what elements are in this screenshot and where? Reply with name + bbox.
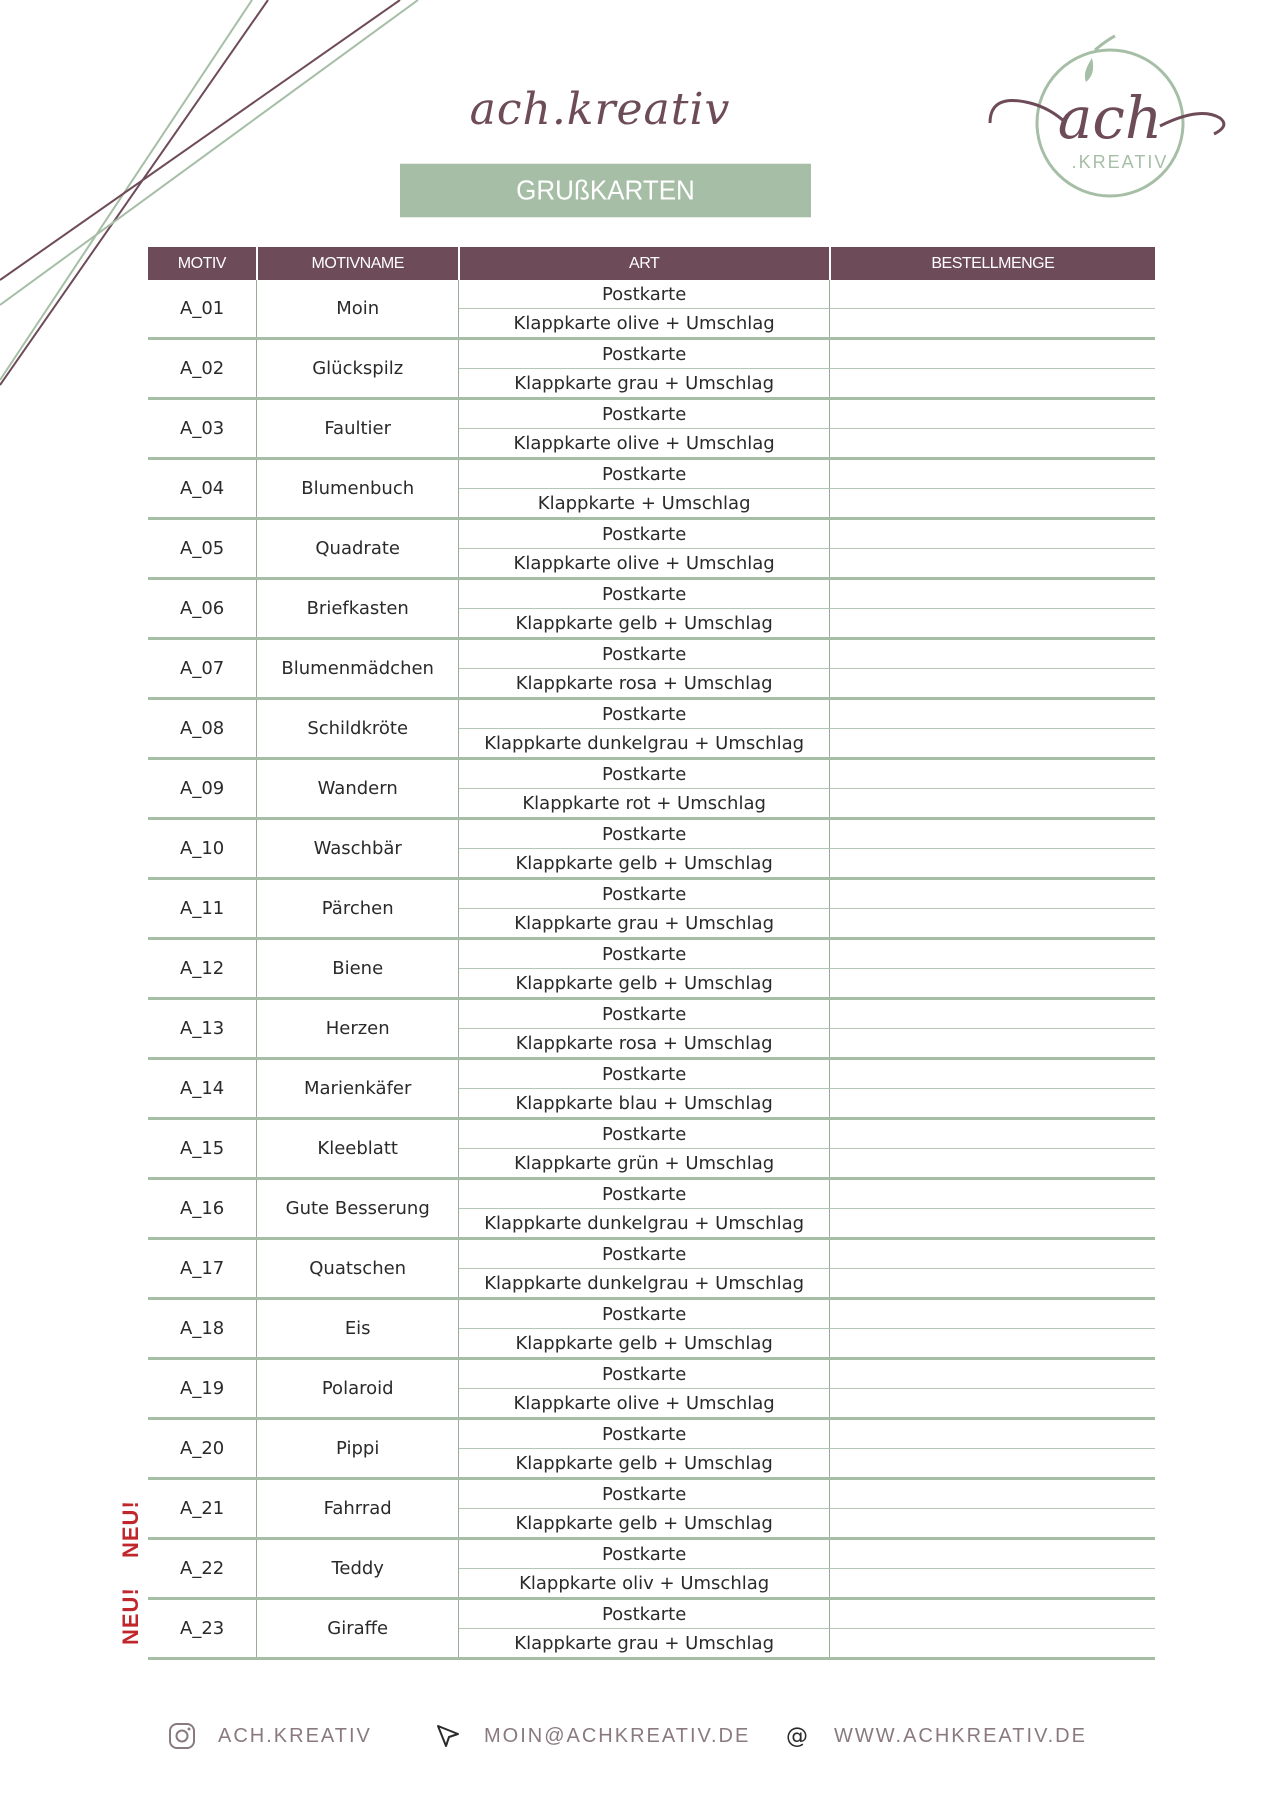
quantity-cell[interactable] [830,1239,1155,1269]
email-address: MOIN@ACHKREATIV.DE [484,1724,751,1747]
quantity-cell[interactable] [830,1089,1155,1119]
quantity-cell[interactable] [830,1059,1155,1089]
art-postkarte: Postkarte [459,1479,830,1509]
quantity-cell[interactable] [830,699,1155,729]
quantity-cell[interactable] [830,1269,1155,1299]
quantity-cell[interactable] [830,549,1155,579]
quantity-cell[interactable] [830,369,1155,399]
table-row [148,579,1155,609]
table-row [148,519,1155,549]
footer-instagram[interactable] [168,1722,372,1750]
art-klappkarte: Klappkarte + Umschlag [459,489,830,519]
table-row [148,339,1155,369]
art-klappkarte: Klappkarte gelb + Umschlag [459,609,830,639]
quantity-cell[interactable] [830,1119,1155,1149]
table-row [148,399,1155,429]
motiv-name: Biene [257,939,459,999]
art-klappkarte: Klappkarte olive + Umschlag [459,1389,830,1419]
quantity-cell[interactable] [830,339,1155,369]
footer-email[interactable] [434,1722,750,1750]
art-postkarte: Postkarte [459,1419,830,1449]
website-url: WWW.ACHKREATIV.DE [834,1724,1087,1747]
quantity-cell[interactable] [830,280,1155,309]
art-postkarte: Postkarte [459,639,830,669]
logo [980,28,1250,208]
art-klappkarte: Klappkarte blau + Umschlag [459,1089,830,1119]
art-postkarte: Postkarte [459,819,830,849]
art-postkarte: Postkarte [459,1179,830,1209]
motiv-name: Briefkasten [257,579,459,639]
table-row [148,1479,1155,1509]
art-klappkarte: Klappkarte dunkelgrau + Umschlag [459,1209,830,1239]
footer-website[interactable] [784,1722,1087,1750]
table-row [148,1179,1155,1209]
quantity-cell[interactable] [830,1359,1155,1389]
table-row [148,639,1155,669]
brand-wordmark: ach.kreativ [469,84,731,135]
motiv-name: Marienkäfer [257,1059,459,1119]
table-row [148,1419,1155,1449]
motiv-code: A_08 [148,699,257,759]
motiv-name: Blumenbuch [257,459,459,519]
motiv-code: A_12 [148,939,257,999]
art-postkarte: Postkarte [459,939,830,969]
art-postkarte: Postkarte [459,1359,830,1389]
section-banner: GRUßKARTEN [400,164,811,218]
motiv-name: Giraffe [257,1599,459,1659]
motiv-code: A_03 [148,399,257,459]
art-postkarte: Postkarte [459,879,830,909]
motiv-code: A_09 [148,759,257,819]
motiv-name: Pärchen [257,879,459,939]
quantity-cell[interactable] [830,429,1155,459]
art-postkarte: Postkarte [459,399,830,429]
motiv-code: A_02 [148,339,257,399]
quantity-cell[interactable] [830,639,1155,669]
quantity-cell[interactable] [830,579,1155,609]
motiv-code: A_16 [148,1179,257,1239]
table-row [148,1059,1155,1089]
footer [0,1720,1280,1770]
motiv-name: Blumenmädchen [257,639,459,699]
quantity-cell[interactable] [830,789,1155,819]
motiv-code: A_13 [148,999,257,1059]
order-table [148,247,1155,1660]
quantity-cell[interactable] [830,669,1155,699]
quantity-cell[interactable] [830,1569,1155,1599]
motiv-code: A_21 [148,1479,257,1539]
art-klappkarte: Klappkarte gelb + Umschlag [459,1509,830,1539]
header-motivname: MOTIVNAME [257,247,459,280]
quantity-cell[interactable] [830,909,1155,939]
header-motiv: MOTIV [148,247,257,280]
motiv-code: A_14 [148,1059,257,1119]
art-postkarte: Postkarte [459,339,830,369]
art-klappkarte: Klappkarte olive + Umschlag [459,429,830,459]
art-postkarte: Postkarte [459,759,830,789]
quantity-cell[interactable] [830,1329,1155,1359]
art-klappkarte: Klappkarte gelb + Umschlag [459,1449,830,1479]
motiv-code: A_05 [148,519,257,579]
motiv-code: A_01 [148,280,257,339]
motiv-code: A_10 [148,819,257,879]
motiv-name: Glückspilz [257,339,459,399]
quantity-cell[interactable] [830,489,1155,519]
table-row [148,699,1155,729]
quantity-cell[interactable] [830,849,1155,879]
motiv-code: A_06 [148,579,257,639]
at-icon [784,1722,812,1750]
art-klappkarte: Klappkarte rot + Umschlag [459,789,830,819]
quantity-cell[interactable] [830,609,1155,639]
art-postkarte: Postkarte [459,1239,830,1269]
art-klappkarte: Klappkarte oliv + Umschlag [459,1569,830,1599]
motiv-name: Moin [257,280,459,339]
art-postkarte: Postkarte [459,999,830,1029]
motiv-name: Fahrrad [257,1479,459,1539]
art-klappkarte: Klappkarte rosa + Umschlag [459,1029,830,1059]
quantity-cell[interactable] [830,519,1155,549]
quantity-cell[interactable] [830,309,1155,339]
art-postkarte: Postkarte [459,1539,830,1569]
table-body [148,280,1155,1659]
instagram-icon [168,1722,196,1750]
quantity-cell[interactable] [830,999,1155,1029]
art-postkarte: Postkarte [459,1299,830,1329]
quantity-cell[interactable] [830,729,1155,759]
cursor-icon [434,1722,462,1750]
quantity-cell[interactable] [830,1539,1155,1569]
art-klappkarte: Klappkarte gelb + Umschlag [459,849,830,879]
quantity-cell[interactable] [830,1209,1155,1239]
quantity-cell[interactable] [830,1449,1155,1479]
art-klappkarte: Klappkarte dunkelgrau + Umschlag [459,729,830,759]
quantity-cell[interactable] [830,1629,1155,1659]
motiv-code: A_20 [148,1419,257,1479]
logo-sub-text: .KREATIV [1071,152,1169,172]
motiv-name: Waschbär [257,819,459,879]
art-klappkarte: Klappkarte gelb + Umschlag [459,969,830,999]
art-postkarte: Postkarte [459,519,830,549]
new-label: NEU! [118,1587,143,1645]
quantity-cell[interactable] [830,399,1155,429]
motiv-name: Schildkröte [257,699,459,759]
motiv-code: A_18 [148,1299,257,1359]
table-row [148,819,1155,849]
quantity-cell[interactable] [830,1479,1155,1509]
quantity-cell[interactable] [830,879,1155,909]
art-postkarte: Postkarte [459,1119,830,1149]
quantity-cell[interactable] [830,759,1155,789]
art-klappkarte: Klappkarte olive + Umschlag [459,549,830,579]
table-row [148,1539,1155,1569]
svg-text:@: @ [786,1724,810,1749]
motiv-code: A_11 [148,879,257,939]
table-row [148,1599,1155,1629]
motiv-name: Faultier [257,399,459,459]
art-postkarte: Postkarte [459,1059,830,1089]
art-postkarte: Postkarte [459,459,830,489]
quantity-cell[interactable] [830,1179,1155,1209]
table-header-row [148,247,1155,280]
art-postkarte: Postkarte [459,699,830,729]
quantity-cell[interactable] [830,939,1155,969]
quantity-cell[interactable] [830,819,1155,849]
motiv-name: Quatschen [257,1239,459,1299]
quantity-cell[interactable] [830,1029,1155,1059]
art-postkarte: Postkarte [459,579,830,609]
table-row [148,999,1155,1029]
motiv-code: A_04 [148,459,257,519]
art-klappkarte: Klappkarte olive + Umschlag [459,309,830,339]
quantity-cell[interactable] [830,1389,1155,1419]
quantity-cell[interactable] [830,1419,1155,1449]
art-klappkarte: Klappkarte grün + Umschlag [459,1149,830,1179]
motiv-code: A_17 [148,1239,257,1299]
art-klappkarte: Klappkarte grau + Umschlag [459,1629,830,1659]
table-row [148,939,1155,969]
table-row [148,879,1155,909]
quantity-cell[interactable] [830,1149,1155,1179]
motiv-code: A_19 [148,1359,257,1419]
motiv-code: A_22 [148,1539,257,1599]
art-klappkarte: Klappkarte grau + Umschlag [459,909,830,939]
instagram-handle: ACH.KREATIV [218,1724,372,1747]
header-bestellmenge: BESTELLMENGE [830,247,1155,280]
quantity-cell[interactable] [830,969,1155,999]
quantity-cell[interactable] [830,1299,1155,1329]
motiv-code: A_23 [148,1599,257,1659]
table-row [148,1239,1155,1269]
motiv-name: Eis [257,1299,459,1359]
motiv-name: Kleeblatt [257,1119,459,1179]
motiv-name: Teddy [257,1539,459,1599]
table-row [148,759,1155,789]
motiv-name: Herzen [257,999,459,1059]
table-row [148,1119,1155,1149]
table-row [148,280,1155,309]
motiv-name: Quadrate [257,519,459,579]
quantity-cell[interactable] [830,1599,1155,1629]
motiv-name: Pippi [257,1419,459,1479]
logo-main-text: ach [1057,84,1163,152]
quantity-cell[interactable] [830,1509,1155,1539]
motiv-name: Gute Besserung [257,1179,459,1239]
art-klappkarte: Klappkarte grau + Umschlag [459,369,830,399]
motiv-code: A_15 [148,1119,257,1179]
table-row [148,1299,1155,1329]
new-label: NEU! [118,1500,143,1558]
art-klappkarte: Klappkarte gelb + Umschlag [459,1329,830,1359]
quantity-cell[interactable] [830,459,1155,489]
table-row [148,1359,1155,1389]
art-postkarte: Postkarte [459,1599,830,1629]
art-klappkarte: Klappkarte rosa + Umschlag [459,669,830,699]
motiv-name: Polaroid [257,1359,459,1419]
motiv-name: Wandern [257,759,459,819]
art-postkarte: Postkarte [459,280,830,309]
motiv-code: A_07 [148,639,257,699]
header-art: ART [459,247,830,280]
art-klappkarte: Klappkarte dunkelgrau + Umschlag [459,1269,830,1299]
table-row [148,459,1155,489]
